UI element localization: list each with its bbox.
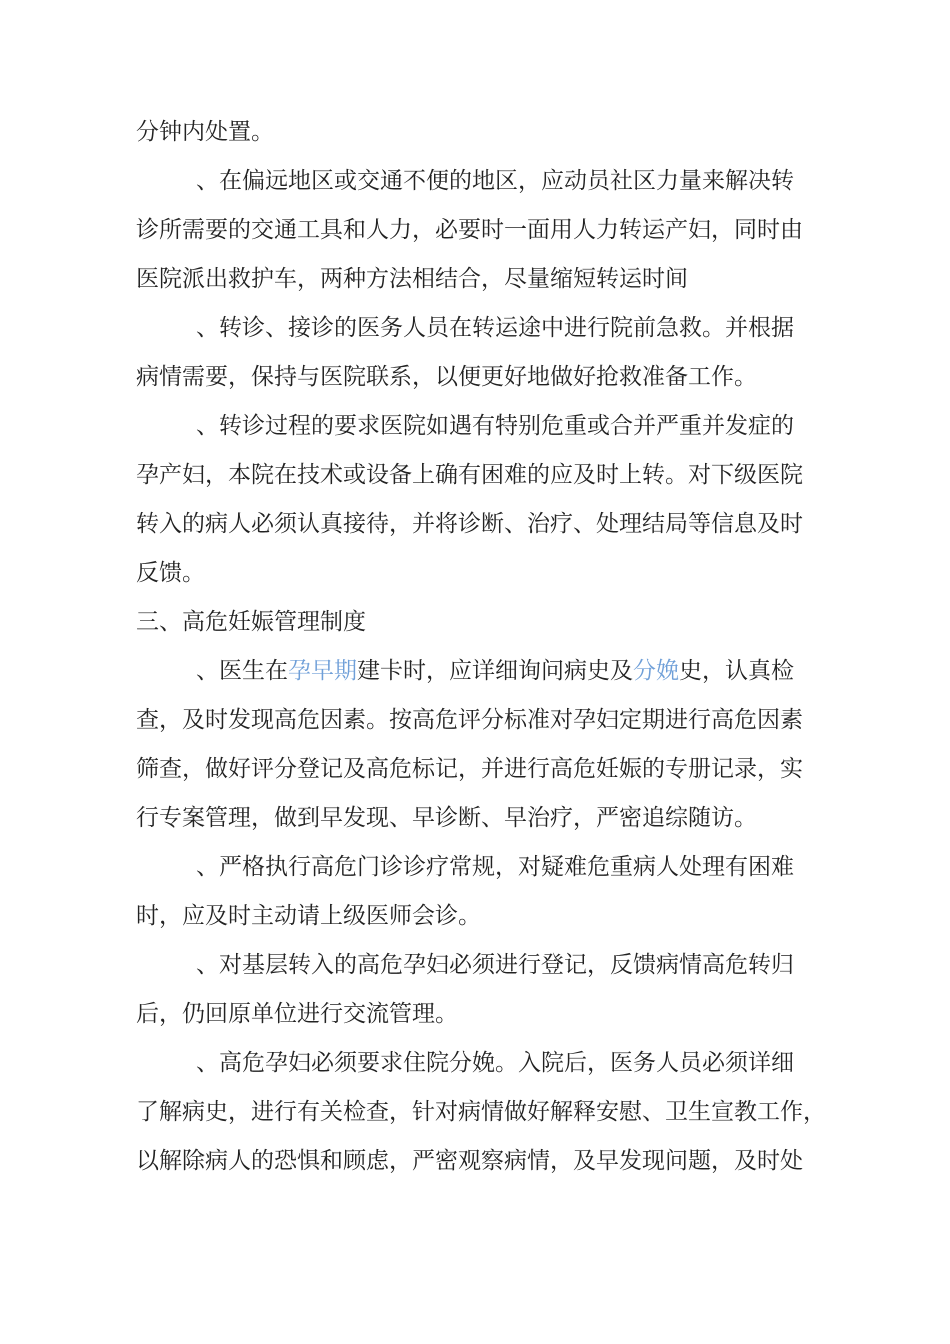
link-delivery[interactable]: 分娩 [633, 658, 679, 684]
paragraph-line: 筛查，做好评分登记及高危标记，并进行高危妊娠的专册记录，实 [136, 756, 803, 782]
paragraph-line: 行专案管理，做到早发现、早诊断、早治疗，严密追综随访。 [136, 805, 757, 831]
section-heading: 三、高危妊娠管理制度 [136, 609, 366, 635]
paragraph-line [196, 656, 826, 686]
paragraph-line: 、转诊过程的要求医院如遇有特别危重或合并严重并发症的 [196, 413, 794, 439]
paragraph-line: 、在偏远地区或交通不便的地区，应动员社区力量来解决转 [196, 168, 794, 194]
text-segment: 建卡时，应详细询问病史及 [357, 658, 633, 684]
paragraph-line: 反馈。 [136, 560, 205, 586]
paragraph-line: 孕产妇，本院在技术或设备上确有困难的应及时上转。对下级医院 [136, 462, 803, 488]
link-early-pregnancy[interactable]: 孕早期 [288, 658, 357, 684]
paragraph-line: 分钟内处置。 [136, 119, 274, 145]
paragraph-line: 了解病史，进行有关检查，针对病情做好解释安慰、卫生宣教工作， [136, 1099, 826, 1125]
text-segment: 、医生在 [196, 658, 288, 684]
paragraph-line: 、高危孕妇必须要求住院分娩。入院后，医务人员必须详细 [196, 1050, 794, 1076]
paragraph-line: 以解除病人的恐惧和顾虑，严密观察病情，及早发现问题，及时处 [136, 1148, 803, 1174]
paragraph-line: 病情需要，保持与医院联系，以便更好地做好抢救准备工作。 [136, 364, 757, 390]
text-segment: 史，认真检 [679, 658, 794, 684]
paragraph-line: 时，应及时主动请上级医师会诊。 [136, 903, 481, 929]
paragraph-line: 转入的病人必须认真接待，并将诊断、治疗、处理结局等信息及时 [136, 511, 803, 537]
paragraph-line: 后，仍回原单位进行交流管理。 [136, 1001, 458, 1027]
paragraph-line: 诊所需要的交通工具和人力，必要时一面用人力转运产妇，同时由 [136, 217, 803, 243]
paragraph-line: 、严格执行高危门诊诊疗常规，对疑难危重病人处理有困难 [196, 854, 794, 880]
paragraph-line: 、转诊、接诊的医务人员在转运途中进行院前急救。并根据 [196, 315, 794, 341]
paragraph-line: 医院派出救护车，两种方法相结合，尽量缩短转运时间 [136, 266, 688, 292]
paragraph-line: 查，及时发现高危因素。按高危评分标准对孕妇定期进行高危因素 [136, 707, 803, 733]
paragraph-line: 、对基层转入的高危孕妇必须进行登记，反馈病情高危转归 [196, 952, 794, 978]
